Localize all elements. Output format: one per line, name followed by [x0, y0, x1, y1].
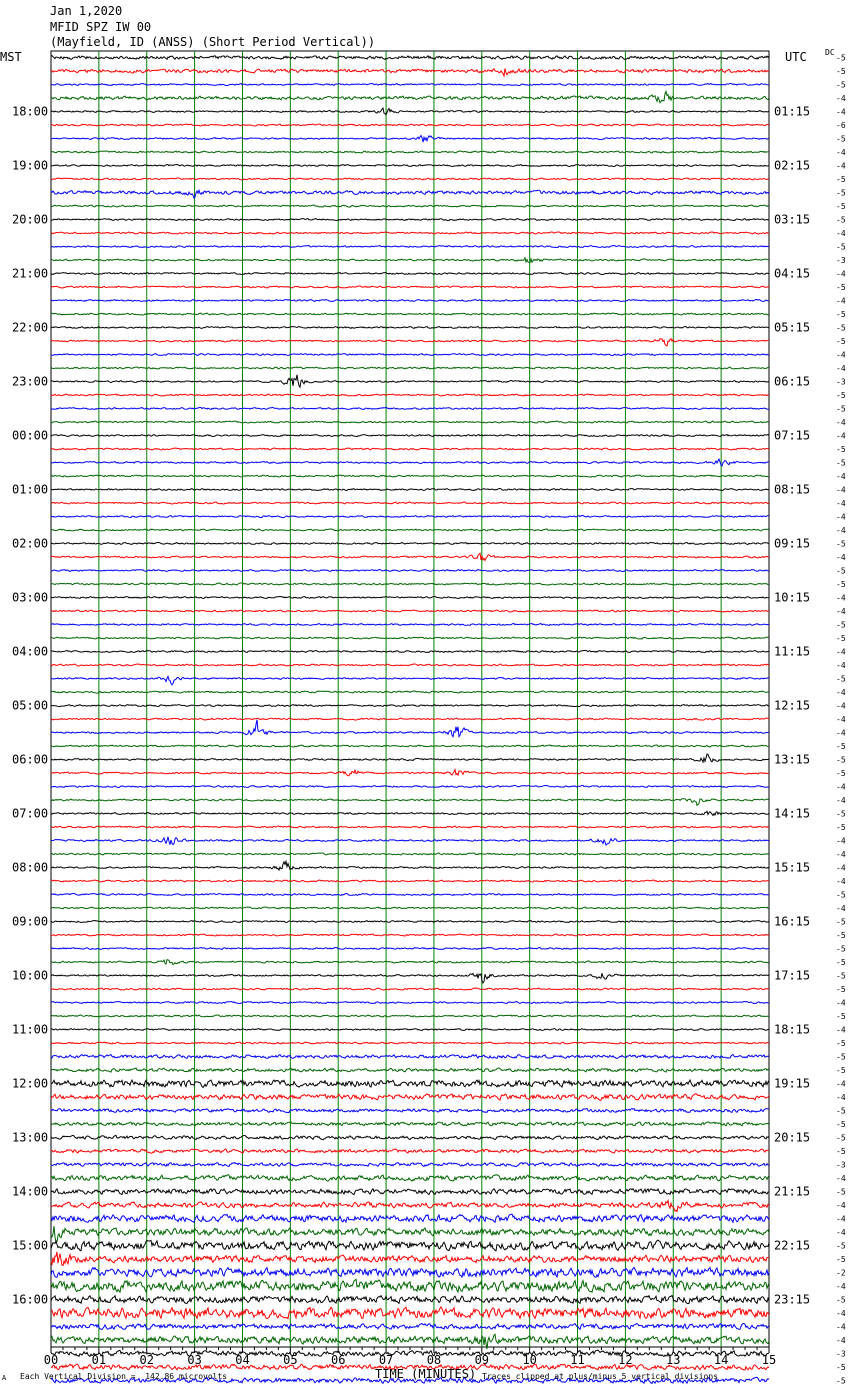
dc-offset-label: -4 — [836, 431, 846, 441]
dc-offset-label: -4 — [836, 836, 846, 846]
dc-offset-label: -5 — [836, 445, 846, 454]
left-hour-label: 02:00 — [12, 536, 49, 551]
trace-22 — [51, 354, 769, 356]
dc-offset-label: -3 — [836, 1160, 846, 1170]
dc-offset-label: -5 — [836, 580, 846, 589]
dc-offset-label: -4 — [836, 593, 846, 603]
trace-36 — [51, 543, 769, 545]
trace-44 — [51, 650, 769, 652]
dc-offset-label: -5 — [836, 323, 846, 333]
trace-2 — [51, 84, 769, 86]
dc-offset-label: -5 — [836, 566, 846, 576]
left-hour-label: 01:00 — [12, 482, 49, 497]
right-hour-label: 15:15 — [774, 860, 811, 875]
trace-40 — [51, 596, 769, 598]
right-hour-label: 09:15 — [774, 536, 811, 551]
dc-offset-label: -4 — [836, 161, 846, 171]
trace-39 — [51, 583, 769, 585]
dc-offset-label: -4 — [836, 364, 846, 373]
dc-offset-label: -5 — [836, 1052, 846, 1062]
trace-3 — [51, 91, 769, 102]
dc-label: DC — [825, 48, 835, 57]
trace-46 — [51, 676, 769, 684]
left-hour-label: 08:00 — [12, 860, 49, 875]
trace-41 — [51, 610, 769, 612]
x-tick-label: 10 — [522, 1353, 537, 1367]
dc-offset-label: -5 — [836, 1012, 846, 1021]
trace-50 — [51, 720, 769, 737]
dc-offset-label: -4 — [836, 229, 846, 238]
trace-27 — [51, 421, 769, 423]
trace-29 — [51, 448, 769, 450]
dc-offset-label: -4 — [836, 269, 846, 279]
trace-5 — [51, 124, 769, 126]
trace-9 — [51, 178, 769, 180]
trace-16 — [51, 273, 769, 275]
dc-offset-label: -4 — [836, 526, 846, 535]
trace-34 — [51, 516, 769, 518]
dc-offset-label: -4 — [836, 1214, 846, 1224]
dc-offset-label: -5 — [836, 1106, 846, 1116]
trace-65 — [51, 934, 769, 936]
left-hour-label: 23:00 — [12, 374, 49, 389]
dc-offset-label: -5 — [836, 620, 846, 630]
dc-offset-label: -5 — [836, 931, 846, 940]
right-hour-label: 02:15 — [774, 158, 811, 173]
trace-74 — [51, 1055, 769, 1059]
dc-offset-label: -5 — [836, 134, 846, 144]
dc-offset-label: -5 — [836, 242, 846, 252]
dc-offset-label: -5 — [836, 53, 846, 63]
dc-offset-label: -4 — [836, 688, 846, 697]
trace-79 — [51, 1122, 769, 1126]
trace-35 — [51, 529, 769, 531]
trace-82 — [51, 1163, 769, 1167]
trace-60 — [51, 861, 769, 870]
right-timezone-label: UTC — [785, 50, 807, 64]
dc-offset-label: -4 — [836, 1025, 846, 1035]
dc-offset-label: -5 — [836, 458, 846, 468]
dc-offset-label: -3 — [836, 377, 846, 387]
dc-offset-label: -4 — [836, 728, 846, 738]
left-hour-label: 04:00 — [12, 644, 49, 659]
trace-69 — [51, 988, 769, 990]
dc-offset-label: -4 — [836, 94, 846, 103]
x-tick-label: 05 — [283, 1353, 298, 1367]
dc-offset-label: -5 — [836, 985, 846, 994]
dc-offset-label: -4 — [836, 1228, 846, 1237]
header-date: Jan 1,2020 — [50, 4, 123, 18]
dc-offset-label: -5 — [836, 971, 846, 981]
left-hour-label: 11:00 — [12, 1022, 49, 1037]
left-hour-label: 06:00 — [12, 752, 49, 767]
trace-7 — [51, 151, 769, 153]
left-hour-label: 22:00 — [12, 320, 49, 335]
right-hour-label: 08:15 — [774, 482, 811, 497]
trace-21 — [51, 339, 769, 346]
dc-offset-label: -5 — [836, 1039, 846, 1048]
trace-6 — [51, 136, 769, 143]
dc-offset-label: -4 — [836, 796, 846, 805]
left-hour-label: 07:00 — [12, 806, 49, 821]
dc-offset-label: -5 — [836, 1363, 846, 1372]
dc-offset-label: -4 — [836, 1322, 846, 1332]
dc-offset-label: -5 — [836, 1066, 846, 1075]
dc-offset-label: -4 — [836, 472, 846, 481]
trace-94 — [51, 1323, 769, 1329]
trace-28 — [51, 435, 769, 437]
dc-offset-label: -5 — [836, 310, 846, 319]
dc-offset-label: -5 — [836, 404, 846, 414]
dc-offset-label: -5 — [836, 958, 846, 967]
x-tick-label: 11 — [570, 1353, 585, 1367]
right-hour-label: 18:15 — [774, 1022, 811, 1037]
x-tick-label: 13 — [666, 1353, 681, 1367]
trace-62 — [51, 893, 769, 895]
trace-90 — [51, 1268, 769, 1278]
x-tick-label: 07 — [378, 1353, 394, 1367]
x-tick-label: 00 — [43, 1353, 59, 1367]
dc-offset-label: -5 — [836, 674, 846, 684]
dc-offset-label: -5 — [836, 539, 846, 549]
trace-64 — [51, 921, 769, 923]
dc-offset-label: -4 — [836, 1309, 846, 1318]
trace-75 — [51, 1068, 769, 1072]
left-hour-label: 12:00 — [12, 1076, 49, 1091]
left-hour-label: 19:00 — [12, 158, 49, 173]
left-hour-label: 05:00 — [12, 698, 49, 713]
dc-offset-label: -2 — [836, 1268, 846, 1278]
trace-31 — [51, 475, 769, 477]
right-hour-label: 11:15 — [774, 644, 811, 659]
trace-71 — [51, 1015, 769, 1017]
trace-61 — [51, 880, 769, 882]
trace-92 — [51, 1296, 769, 1304]
right-hour-label: 03:15 — [774, 212, 811, 227]
x-tick-label: 01 — [91, 1353, 107, 1367]
trace-0 — [51, 56, 769, 60]
trace-19 — [51, 313, 769, 315]
dc-offset-label: -5 — [836, 337, 846, 346]
dc-offset-label: -4 — [836, 850, 846, 859]
dc-offset-label: -4 — [836, 1282, 846, 1291]
trace-89 — [51, 1252, 769, 1266]
trace-54 — [51, 786, 769, 788]
right-hour-label: 21:15 — [774, 1184, 811, 1199]
dc-offset-label: -5 — [836, 769, 846, 778]
trace-87 — [51, 1226, 769, 1242]
trace-38 — [51, 570, 769, 572]
left-hour-label: 13:00 — [12, 1130, 49, 1145]
header-location: (Mayfield, ID (ANSS) (Short Period Vertical)) — [50, 35, 376, 49]
trace-91 — [51, 1279, 769, 1292]
dc-offset-label: -4 — [836, 661, 846, 670]
trace-23 — [51, 367, 769, 369]
dc-offset-label: -4 — [836, 1093, 846, 1102]
dc-offset-label: -5 — [836, 1295, 846, 1305]
dc-offset-label: -5 — [836, 1120, 846, 1129]
x-tick-label: 09 — [474, 1353, 490, 1367]
trace-14 — [51, 246, 769, 248]
trace-88 — [51, 1240, 769, 1251]
dc-offset-label: -4 — [836, 782, 846, 792]
right-hour-label: 05:15 — [774, 320, 811, 335]
dc-offset-label: -4 — [836, 904, 846, 913]
left-hour-label: 03:00 — [12, 590, 49, 605]
right-hour-label: 13:15 — [774, 752, 811, 767]
trace-70 — [51, 1002, 769, 1004]
dc-offset-label: -5 — [836, 67, 846, 76]
dc-offset-label: -4 — [836, 512, 846, 522]
trace-78 — [51, 1109, 769, 1113]
trace-17 — [51, 286, 769, 288]
trace-55 — [51, 799, 769, 806]
dc-offset-label: -4 — [836, 418, 846, 427]
trace-68 — [51, 973, 769, 983]
dc-offset-label: -5 — [836, 215, 846, 225]
trace-80 — [51, 1135, 769, 1139]
trace-8 — [51, 164, 769, 166]
dc-offset-label: -5 — [836, 188, 846, 198]
trace-13 — [51, 232, 769, 234]
left-hour-label: 15:00 — [12, 1238, 49, 1253]
trace-47 — [51, 691, 769, 693]
left-hour-label: 00:00 — [12, 428, 49, 443]
dc-offset-label: -5 — [836, 1241, 846, 1251]
right-hour-label: 07:15 — [774, 428, 811, 443]
dc-offset-label: -4 — [836, 350, 846, 360]
x-tick-label: 15 — [761, 1353, 777, 1367]
trace-43 — [51, 637, 769, 639]
dc-offset-label: -5 — [836, 944, 846, 954]
trace-58 — [51, 837, 769, 845]
trace-32 — [51, 489, 769, 491]
dc-offset-label: -5 — [836, 1255, 846, 1264]
trace-57 — [51, 826, 769, 828]
trace-83 — [51, 1175, 769, 1181]
trace-4 — [51, 108, 769, 115]
dc-offset-label: -4 — [836, 647, 846, 657]
trace-25 — [51, 394, 769, 396]
x-tick-label: 12 — [618, 1353, 633, 1367]
right-hour-label: 20:15 — [774, 1130, 811, 1145]
trace-96 — [51, 1350, 769, 1356]
trace-52 — [51, 754, 769, 762]
trace-37 — [51, 553, 769, 560]
trace-66 — [51, 948, 769, 950]
trace-10 — [51, 190, 769, 198]
dc-offset-label: -5 — [836, 634, 846, 643]
dc-offset-label: -4 — [836, 499, 846, 508]
x-tick-label: 08 — [426, 1353, 442, 1367]
dc-offset-label: -5 — [836, 917, 846, 927]
right-hour-label: 04:15 — [774, 266, 811, 281]
right-hour-label: 10:15 — [774, 590, 811, 605]
trace-93 — [51, 1307, 769, 1319]
dc-offset-label: -5 — [836, 823, 846, 832]
left-hour-label: 16:00 — [12, 1292, 49, 1307]
dc-offset-label: -5 — [836, 1187, 846, 1197]
dc-offset-label: -5 — [836, 80, 846, 90]
vertical-division-note: Each Vertical Division = 142.86 microvolts — [20, 1372, 228, 1381]
trace-11 — [51, 205, 769, 207]
right-hour-label: 19:15 — [774, 1076, 811, 1091]
left-hour-label: 14:00 — [12, 1184, 49, 1199]
left-hour-label: 09:00 — [12, 914, 49, 929]
trace-1 — [51, 68, 769, 76]
dc-offset-label: -4 — [836, 296, 846, 306]
right-hour-label: 14:15 — [774, 806, 811, 821]
dc-offset-label: -4 — [836, 1336, 846, 1345]
trace-84 — [51, 1189, 769, 1195]
left-hour-label: 10:00 — [12, 968, 49, 983]
trace-33 — [51, 502, 769, 504]
trace-49 — [51, 718, 769, 720]
dc-offset-label: -4 — [836, 877, 846, 886]
dc-offset-label: -5 — [836, 742, 846, 751]
trace-15 — [51, 258, 769, 263]
header-station: MFID SPZ IW 00 — [50, 20, 152, 34]
trace-86 — [51, 1214, 769, 1222]
dc-offset-label: -5 — [836, 202, 846, 211]
x-tick-label: 02 — [139, 1353, 154, 1367]
dc-offset-label: -5 — [836, 175, 846, 184]
x-tick-label: 03 — [187, 1353, 202, 1367]
right-hour-label: 17:15 — [774, 968, 811, 983]
dc-offset-label: -4 — [836, 998, 846, 1008]
trace-18 — [51, 300, 769, 302]
trace-12 — [51, 219, 769, 221]
trace-42 — [51, 624, 769, 626]
trace-81 — [51, 1149, 769, 1153]
dc-offset-label: -4 — [836, 1079, 846, 1089]
dc-offset-label: -3 — [836, 256, 846, 265]
dc-offset-label: -5 — [836, 391, 846, 400]
right-hour-label: 12:15 — [774, 698, 811, 713]
dc-offset-label: -4 — [836, 553, 846, 562]
dc-offset-label: -5 — [836, 1133, 846, 1143]
left-hour-label: 21:00 — [12, 266, 49, 281]
dc-offset-label: -3 — [836, 1349, 846, 1359]
trace-30 — [51, 459, 769, 466]
dc-offset-label: -6 — [836, 121, 846, 130]
x-tick-label: 14 — [713, 1353, 729, 1367]
dc-offset-label: -5 — [836, 890, 846, 900]
corner-mark: A — [2, 1374, 7, 1382]
dc-offset-label: -4 — [836, 1174, 846, 1183]
x-tick-label: 06 — [330, 1353, 346, 1367]
dc-offset-label: -5 — [836, 1376, 846, 1386]
dc-offset-label: -4 — [836, 863, 846, 873]
trace-53 — [51, 770, 769, 776]
trace-72 — [51, 1029, 769, 1031]
trace-24 — [51, 375, 769, 388]
right-hour-label: 23:15 — [774, 1292, 811, 1307]
trace-73 — [51, 1042, 769, 1044]
dc-offset-label: -5 — [836, 283, 846, 292]
dc-offset-label: -4 — [836, 107, 846, 117]
right-hour-label: 22:15 — [774, 1238, 811, 1253]
trace-85 — [51, 1201, 769, 1212]
left-timezone-label: MST — [0, 50, 22, 64]
x-axis-title: TIME (MINUTES) — [375, 1367, 477, 1381]
trace-63 — [51, 907, 769, 909]
left-hour-label: 20:00 — [12, 212, 49, 227]
trace-56 — [51, 811, 769, 815]
dc-offset-label: -4 — [836, 1201, 846, 1210]
dc-offset-label: -4 — [836, 148, 846, 157]
right-hour-label: 01:15 — [774, 104, 811, 119]
trace-20 — [51, 327, 769, 329]
trace-77 — [51, 1094, 769, 1100]
dc-offset-label: -5 — [836, 755, 846, 765]
trace-48 — [51, 705, 769, 707]
trace-76 — [51, 1080, 769, 1088]
right-hour-label: 06:15 — [774, 374, 811, 389]
clip-note: Traces clipped at plus/minus 5 vertical divisions — [482, 1372, 719, 1381]
trace-26 — [51, 407, 769, 409]
left-hour-label: 18:00 — [12, 104, 49, 119]
dc-offset-label: -4 — [836, 715, 846, 724]
trace-45 — [51, 664, 769, 666]
trace-59 — [51, 853, 769, 855]
trace-51 — [51, 745, 769, 747]
dc-offset-label: -4 — [836, 607, 846, 616]
dc-offset-label: -5 — [836, 1147, 846, 1156]
dc-offset-label: -5 — [836, 809, 846, 819]
dc-offset-label: -4 — [836, 485, 846, 495]
right-hour-label: 16:15 — [774, 914, 811, 929]
x-tick-label: 04 — [235, 1353, 250, 1367]
dc-offset-label: -4 — [836, 701, 846, 711]
trace-67 — [51, 960, 769, 965]
